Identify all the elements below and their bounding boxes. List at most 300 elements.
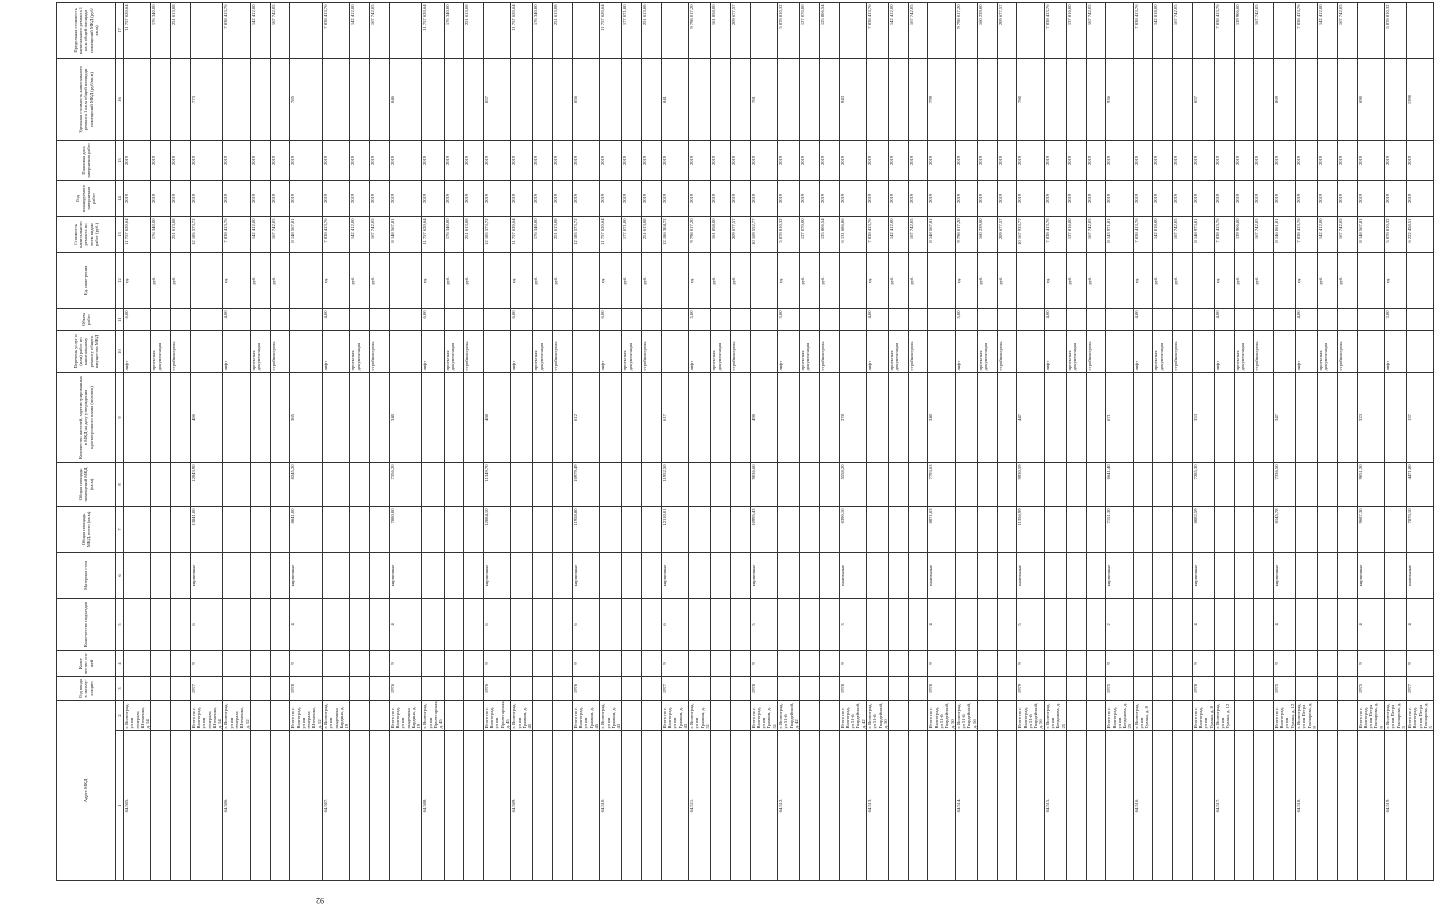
volume-cell	[1066, 308, 1086, 330]
address-cell: Итого по г. Волгоград, ул им академика Бардина, д. 19	[389, 700, 422, 730]
work-type-cell: стройконтроль	[370, 330, 390, 372]
row-number: 64.510.	[600, 731, 622, 881]
floors-cell	[622, 650, 642, 676]
table-row	[511, 2, 533, 880]
entrances-cell: 4	[1357, 598, 1384, 650]
residents-cell	[1086, 372, 1106, 462]
total-area-cell	[1254, 506, 1274, 552]
wall-material-cell: кирпичные	[290, 552, 323, 598]
planned-date-cell: 2019	[600, 140, 622, 180]
premises-area-cell	[151, 462, 171, 506]
wall-material-cell	[422, 552, 444, 598]
year-cell	[689, 676, 711, 700]
floors-cell	[1254, 650, 1274, 676]
unit-cost-cell: 690	[1357, 58, 1384, 140]
floors-cell	[553, 650, 573, 676]
limit-cost-cell: 7 838 413,76	[1296, 2, 1318, 58]
unit-cost-cell	[1214, 58, 1234, 140]
address-cell: Итого по г. Волгоград, ул им Богданова, д. 25	[1106, 700, 1133, 730]
work-type-cell: стройконтроль	[270, 330, 290, 372]
cost-cell: 142 412,00	[1318, 216, 1338, 252]
table-row	[977, 2, 997, 880]
col-header-volume: Объем работ	[57, 308, 116, 330]
cost-cell: 209 677,57	[730, 216, 750, 252]
premises-area-cell: 5558,20	[839, 462, 866, 506]
table-row	[778, 2, 800, 880]
table-row	[1337, 2, 1357, 880]
unit-cost-cell	[1254, 58, 1274, 140]
planned-date-cell: 2019	[124, 140, 151, 180]
year-cell	[1173, 676, 1193, 700]
premises-area-cell	[464, 462, 484, 506]
floors-cell	[270, 650, 290, 676]
planned-date-cell: 2019	[1044, 140, 1066, 180]
address-cell	[1153, 700, 1173, 730]
total-area-cell	[464, 506, 484, 552]
entrances-cell	[977, 598, 997, 650]
total-area-cell: 12110,01	[661, 506, 688, 552]
total-area-cell	[778, 506, 800, 552]
floors-cell	[533, 650, 553, 676]
year-cell	[250, 676, 270, 700]
limit-cost-cell: 11 757 620,64	[600, 2, 622, 58]
address-cell	[171, 700, 191, 730]
planned-date-cell: 2019	[350, 140, 370, 180]
year-cell	[622, 676, 642, 700]
completion-year-cell: 2019	[151, 180, 171, 216]
entrances-cell: 4	[290, 598, 323, 650]
row-number: 64.518.	[1296, 731, 1318, 881]
unit-cost-cell	[370, 58, 390, 140]
cost-cell: 8 148 973,81	[1192, 216, 1214, 252]
year-cell: 1978	[928, 676, 955, 700]
completion-year-cell: 2019	[689, 180, 711, 216]
limit-cost-cell: 176 340,00	[151, 2, 171, 58]
year-cell	[151, 676, 171, 700]
work-type-cell: лифт	[1133, 330, 1153, 372]
floors-cell	[977, 650, 997, 676]
completion-year-cell: 2019	[622, 180, 642, 216]
limit-cost-cell: 167 742,05	[1337, 2, 1357, 58]
residents-cell	[955, 372, 977, 462]
work-type-cell	[750, 330, 777, 372]
row-number	[750, 731, 777, 881]
premises-area-cell: 6641,40	[1106, 462, 1133, 506]
cost-cell: 10 169 552,77	[750, 216, 777, 252]
unit-cost-cell	[866, 58, 888, 140]
cost-cell: 8 143 971,81	[1106, 216, 1133, 252]
wall-material-cell	[800, 552, 820, 598]
floors-cell	[1234, 650, 1254, 676]
row-number	[464, 731, 484, 881]
premises-area-cell: 7285,30	[1192, 462, 1214, 506]
total-area-cell: 8871,63	[928, 506, 955, 552]
residents-cell	[622, 372, 642, 462]
completion-year-cell: 2019	[778, 180, 800, 216]
residents-cell	[730, 372, 750, 462]
year-cell	[553, 676, 573, 700]
planned-date-cell: 2019	[1254, 140, 1274, 180]
year-cell: 1977	[661, 676, 688, 700]
volume-cell	[800, 308, 820, 330]
row-number	[1086, 731, 1106, 881]
volume-cell	[1234, 308, 1254, 330]
unit-cell	[190, 252, 223, 308]
unit-cell	[290, 252, 323, 308]
row-number	[1173, 731, 1193, 881]
cost-cell: 7 838 413,76	[223, 216, 250, 252]
unit-cost-cell	[908, 58, 928, 140]
address-cell	[730, 700, 750, 730]
entrances-cell	[866, 598, 888, 650]
premises-area-cell: 9930,59	[1017, 462, 1044, 506]
address-cell	[908, 700, 928, 730]
volume-cell	[1357, 308, 1384, 330]
row-number	[730, 731, 750, 881]
row-number	[533, 731, 553, 881]
unit-cost-cell	[270, 58, 290, 140]
floors-cell: 9	[928, 650, 955, 676]
address-cell	[889, 700, 909, 730]
completion-year-cell: 2019	[1337, 180, 1357, 216]
wall-material-cell	[955, 552, 977, 598]
unit-cost-cell	[250, 58, 270, 140]
table-row	[1384, 2, 1406, 880]
entrances-cell	[622, 598, 642, 650]
year-cell: 1979	[1017, 676, 1044, 700]
column-number-row	[116, 2, 124, 880]
row-number: 64.516.	[1133, 731, 1153, 881]
wall-material-cell	[464, 552, 484, 598]
row-number	[171, 731, 191, 881]
wall-material-cell	[511, 552, 533, 598]
entrances-cell	[151, 598, 171, 650]
cost-cell: 11 757 620,64	[600, 216, 622, 252]
table-row	[483, 2, 510, 880]
row-number	[1273, 731, 1295, 881]
table-row	[350, 2, 370, 880]
volume-cell	[1318, 308, 1338, 330]
table-row	[1017, 2, 1044, 880]
floors-cell	[1296, 650, 1318, 676]
work-type-cell: лифт	[778, 330, 800, 372]
work-type-cell	[839, 330, 866, 372]
address-cell: г. Волгоград, ул им генерала Штеменко, д. 54	[124, 700, 151, 730]
floors-cell	[350, 650, 370, 676]
year-cell	[800, 676, 820, 700]
row-number	[250, 731, 270, 881]
limit-cost-cell: 11 757 620,64	[422, 2, 444, 58]
work-type-cell: лифт	[955, 330, 977, 372]
address-cell	[151, 700, 171, 730]
residents-cell	[270, 372, 290, 462]
total-area-cell	[370, 506, 390, 552]
wall-material-cell	[977, 552, 997, 598]
unit-cost-cell	[955, 58, 977, 140]
premises-area-cell	[553, 462, 573, 506]
residents-cell: 340	[928, 372, 955, 462]
year-cell	[223, 676, 250, 700]
completion-year-cell: 2019	[1173, 180, 1193, 216]
cost-cell: 209 677,57	[997, 216, 1017, 252]
completion-year-cell: 2019	[389, 180, 422, 216]
planned-date-cell: 2019	[250, 140, 270, 180]
total-area-cell	[511, 506, 533, 552]
planned-date-cell: 2019	[1066, 140, 1086, 180]
table-row	[370, 2, 390, 880]
entrances-cell: 5	[1017, 598, 1044, 650]
entrances-cell: 6	[190, 598, 223, 650]
total-area-cell	[711, 506, 731, 552]
work-type-cell: стройконтроль	[819, 330, 839, 372]
planned-date-cell: 2019	[1153, 140, 1173, 180]
column-number: 17	[116, 2, 124, 58]
col-header-unit: Ед. изме-рения	[57, 252, 116, 308]
unit-cost-cell: 936	[1106, 58, 1133, 140]
total-area-cell	[955, 506, 977, 552]
unit-cell: руб.	[270, 252, 290, 308]
unit-cell: руб.	[977, 252, 997, 308]
column-number: 7	[116, 506, 124, 552]
unit-cell	[750, 252, 777, 308]
column-number: 6	[116, 552, 124, 598]
volume-cell	[1337, 308, 1357, 330]
floors-cell	[889, 650, 909, 676]
year-cell: 1977	[190, 676, 223, 700]
unit-cost-cell	[511, 58, 533, 140]
limit-cost-cell	[661, 2, 688, 58]
entrances-cell	[250, 598, 270, 650]
col-header-cost: Стоимость капитального ремонта по всем видам работ (руб.)	[57, 216, 116, 252]
unit-cell: ед.	[1044, 252, 1066, 308]
entrances-cell: 6	[661, 598, 688, 650]
premises-area-cell	[1086, 462, 1106, 506]
premises-area-cell	[1234, 462, 1254, 506]
address-cell	[370, 700, 390, 730]
completion-year-cell: 2019	[1153, 180, 1173, 216]
limit-cost-cell	[1106, 2, 1133, 58]
wall-material-cell	[600, 552, 622, 598]
entrances-cell	[1318, 598, 1338, 650]
limit-cost-cell: 209 677,57	[997, 2, 1017, 58]
row-number: 64.511.	[689, 731, 711, 881]
planned-date-cell: 2019	[1296, 140, 1318, 180]
cost-cell: 7 838 413,76	[1044, 216, 1066, 252]
year-cell	[511, 676, 533, 700]
unit-cost-cell: 841	[661, 58, 688, 140]
entrances-cell	[997, 598, 1017, 650]
wall-material-cell	[350, 552, 370, 598]
limit-cost-cell: 176 340,00	[533, 2, 553, 58]
total-area-cell: 7151,30	[1106, 506, 1133, 552]
volume-cell: 3,00	[778, 308, 800, 330]
residents-cell	[1254, 372, 1274, 462]
volume-cell: 6,00	[422, 308, 444, 330]
entrances-cell	[600, 598, 622, 650]
year-cell: 1978	[839, 676, 866, 700]
completion-year-cell: 2019	[533, 180, 553, 216]
wall-material-cell	[322, 552, 349, 598]
limit-cost-cell: 167 742,05	[908, 2, 928, 58]
planned-date-cell: 2019	[819, 140, 839, 180]
table-row	[661, 2, 688, 880]
floors-cell	[730, 650, 750, 676]
address-cell: г. Волгоград, ул им Богданова, д. 25	[1044, 700, 1066, 730]
address-cell	[444, 700, 464, 730]
work-type-cell: стройконтроль	[730, 330, 750, 372]
work-type-cell: проектная документация	[444, 330, 464, 372]
residents-cell	[889, 372, 909, 462]
unit-cost-cell	[1234, 58, 1254, 140]
residents-cell	[908, 372, 928, 462]
residents-cell	[422, 372, 444, 462]
cost-cell: 127 070,00	[800, 216, 820, 252]
planned-date-cell: 2019	[977, 140, 997, 180]
entrances-cell	[1337, 598, 1357, 650]
year-cell	[866, 676, 888, 700]
planned-date-cell: 2019	[800, 140, 820, 180]
planned-date-cell: 2019	[622, 140, 642, 180]
unit-cell	[1017, 252, 1044, 308]
unit-cost-cell	[151, 58, 171, 140]
volume-cell	[483, 308, 510, 330]
table-row	[389, 2, 422, 880]
wall-material-cell	[370, 552, 390, 598]
volume-cell	[1407, 308, 1434, 330]
residents-cell	[600, 372, 622, 462]
entrances-cell: 2	[1106, 598, 1133, 650]
total-area-cell	[1133, 506, 1153, 552]
limit-cost-cell	[1192, 2, 1214, 58]
volume-cell	[661, 308, 688, 330]
address-cell	[997, 700, 1017, 730]
volume-cell	[622, 308, 642, 330]
col-header-entrances: Коли-чество подъездов	[57, 598, 116, 650]
completion-year-cell: 2019	[350, 180, 370, 216]
premises-area-cell	[1337, 462, 1357, 506]
row-number: 64.517.	[1214, 731, 1234, 881]
address-cell	[1337, 700, 1357, 730]
col-header-planned-date: Плановая дата завершения работ	[57, 140, 116, 180]
entrances-cell	[642, 598, 662, 650]
unit-cost-cell	[689, 58, 711, 140]
row-number: 64.519.	[1384, 731, 1406, 881]
premises-area-cell	[1214, 462, 1234, 506]
premises-area-cell	[511, 462, 533, 506]
completion-year-cell: 2019	[322, 180, 349, 216]
unit-cell: ед.	[689, 252, 711, 308]
unit-cell: руб.	[819, 252, 839, 308]
entrances-cell: 4	[1273, 598, 1295, 650]
premises-area-cell	[711, 462, 731, 506]
planned-date-cell: 2019	[661, 140, 688, 180]
row-number	[572, 731, 599, 881]
unit-cost-cell: 799	[928, 58, 955, 140]
completion-year-cell: 2019	[866, 180, 888, 216]
row-number	[1106, 731, 1133, 881]
floors-cell	[819, 650, 839, 676]
table-row	[464, 2, 484, 880]
row-number	[1337, 731, 1357, 881]
planned-date-cell: 2019	[866, 140, 888, 180]
address-cell: г. Волгоград, ул им Грамши, д. 45	[511, 700, 533, 730]
completion-year-cell: 2019	[1318, 180, 1338, 216]
row-number	[370, 731, 390, 881]
table-row	[730, 2, 750, 880]
year-cell	[642, 676, 662, 700]
unit-cell: руб.	[151, 252, 171, 308]
table-row	[928, 2, 955, 880]
completion-year-cell: 2019	[190, 180, 223, 216]
work-type-cell: лифт	[866, 330, 888, 372]
volume-cell	[1153, 308, 1173, 330]
table-row	[750, 2, 777, 880]
table-row	[889, 2, 909, 880]
unit-cell: ед.	[322, 252, 349, 308]
cost-cell: 12 185 573,72	[483, 216, 510, 252]
premises-area-cell	[223, 462, 250, 506]
limit-cost-cell: 251 613,08	[171, 2, 191, 58]
cost-cell: 251 613,08	[553, 216, 573, 252]
volume-cell: 4,00	[1044, 308, 1066, 330]
year-cell: 1976	[389, 676, 422, 700]
premises-area-cell	[1296, 462, 1318, 506]
entrances-cell: 6	[483, 598, 510, 650]
unit-cost-cell	[622, 58, 642, 140]
unit-cell	[572, 252, 599, 308]
limit-cost-cell	[839, 2, 866, 58]
planned-date-cell: 2019	[290, 140, 323, 180]
cost-cell: 9 798 017,20	[955, 216, 977, 252]
volume-cell	[350, 308, 370, 330]
table-row	[151, 2, 171, 880]
row-number	[1192, 731, 1214, 881]
table-row	[1086, 2, 1106, 880]
table-row	[955, 2, 977, 880]
unit-cost-cell: 857	[1192, 58, 1214, 140]
entrances-cell	[800, 598, 820, 650]
entrances-cell	[553, 598, 573, 650]
total-area-cell	[1153, 506, 1173, 552]
volume-cell	[750, 308, 777, 330]
row-number	[1254, 731, 1274, 881]
volume-cell	[1086, 308, 1106, 330]
residents-cell	[322, 372, 349, 462]
entrances-cell	[444, 598, 464, 650]
planned-date-cell: 2019	[572, 140, 599, 180]
unit-cost-cell	[1318, 58, 1338, 140]
year-cell: 1978	[1192, 676, 1214, 700]
year-cell	[1318, 676, 1338, 700]
floors-cell	[1066, 650, 1086, 676]
unit-cell: руб.	[800, 252, 820, 308]
table-row	[1133, 2, 1153, 880]
total-area-cell	[1214, 506, 1234, 552]
completion-year-cell: 2019	[1133, 180, 1153, 216]
floors-cell: 9	[190, 650, 223, 676]
volume-cell	[977, 308, 997, 330]
floors-cell: 9	[1357, 650, 1384, 676]
entrances-cell	[171, 598, 191, 650]
completion-year-cell: 2019	[1106, 180, 1133, 216]
row-number	[839, 731, 866, 881]
unit-cell: руб.	[1234, 252, 1254, 308]
work-type-cell	[1407, 330, 1434, 372]
cost-cell: 8 146 061,81	[1273, 216, 1295, 252]
year-cell	[997, 676, 1017, 700]
table-row	[1044, 2, 1066, 880]
row-number: 64.513.	[866, 731, 888, 881]
